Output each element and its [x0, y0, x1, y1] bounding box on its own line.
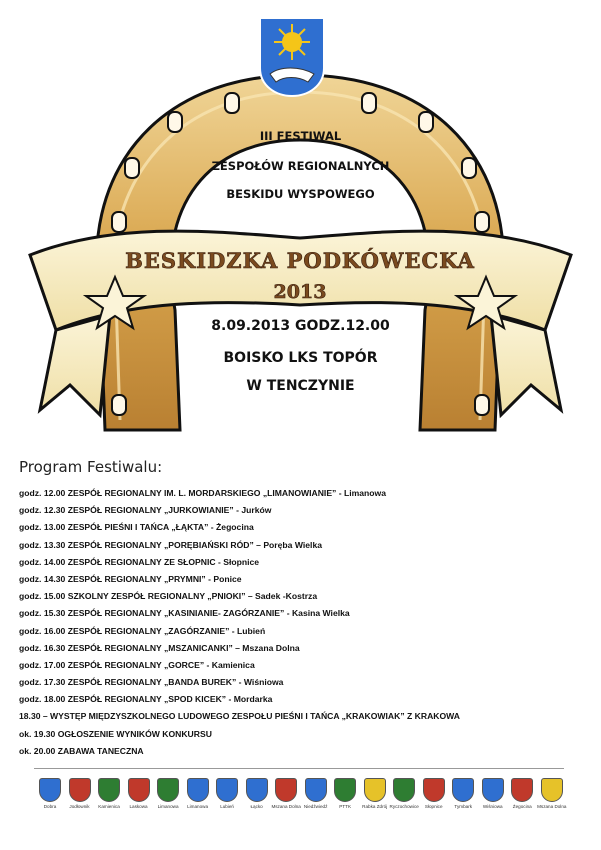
sponsor-label: Niedźwiedź: [303, 804, 328, 809]
program-item: godz. 17.00 ZESPÓŁ REGIONALNY „GORCE” - Kamienica: [19, 659, 255, 670]
program-item: godz. 16.00 ZESPÓŁ REGIONALNY „ZAGÓRZANIE” - Lubień: [19, 625, 266, 636]
crest-icon: [128, 778, 150, 802]
program-item: godz. 12.00 ZESPÓŁ REGIONALNY IM. L. MORDARSKIEGO „LIMANOWIANIE” - Limanowa: [19, 488, 387, 498]
sponsor-logo: [302, 778, 330, 828]
poster-year: 2013: [273, 281, 327, 303]
program-heading: Program Festiwalu:: [19, 458, 163, 476]
event-date-time: 8.09.2013 GODZ.12.00: [211, 318, 390, 334]
footer-divider: [34, 768, 564, 769]
program-item: godz. 14.00 ZESPÓŁ REGIONALNY ZE SŁOPNIC - Słopnice: [19, 556, 260, 567]
sponsor-label: Limanowa: [187, 804, 209, 809]
sponsor-label: Kamienica: [98, 804, 120, 809]
program-list: [19, 485, 460, 760]
sponsor-logos: [36, 778, 566, 828]
crest-icon: [98, 778, 120, 802]
sponsor-label: Mszana Dolna: [537, 804, 567, 809]
festival-line-2: ZESPOŁÓW REGIONALNYCH: [211, 159, 390, 173]
program-item: godz. 15.00 SZKOLNY ZESPÓŁ REGIONALNY „PNIOKI” – Sadek -Kostrza: [19, 591, 318, 602]
sponsor-logo: [361, 778, 389, 828]
event-town: W TENCZYNIE: [246, 378, 355, 394]
sponsor-label: Ryczochowice: [389, 804, 419, 809]
sponsor-logo: [184, 778, 212, 828]
sponsor-label: Łącko: [250, 804, 263, 809]
sponsor-label: Żegocina: [512, 804, 532, 809]
crest-icon: [275, 778, 297, 802]
sponsor-logo: [36, 778, 64, 828]
sponsor-label: Jodłownik: [69, 804, 90, 809]
crest-icon: [393, 778, 415, 802]
event-venue: BOISKO LKS TOPÓR: [223, 350, 378, 366]
crest-icon: [541, 778, 563, 802]
program-item: godz. 13.00 ZESPÓŁ PIEŚNI I TAŃCA „ŁĄKTA” - Żegocina: [19, 522, 254, 533]
program-item: ok. 19.30 OGŁOSZENIE WYNIKÓW KONKURSU: [19, 728, 212, 739]
sponsor-label: Mszana Dolna: [271, 804, 301, 809]
sponsor-logo: [331, 778, 359, 828]
sponsor-label: Limanowa: [157, 804, 179, 809]
program-item: godz. 13.30 ZESPÓŁ REGIONALNY „PORĘBIAŃSKI RÓD” – Poręba Wielka: [19, 539, 322, 550]
festival-line-3: BESKIDU WYSPOWEGO: [226, 187, 375, 201]
sponsor-label: Laskowa: [129, 804, 148, 809]
crest-icon: [216, 778, 238, 802]
festival-line-1: III FESTIWAL: [259, 129, 342, 143]
sponsor-label: Tymbark: [454, 804, 473, 809]
program-item: godz. 16.30 ZESPÓŁ REGIONALNY „MSZANICANKI” – Mszana Dolna: [19, 642, 300, 653]
crest-icon: [187, 778, 209, 802]
crest-icon: [39, 778, 61, 802]
sponsor-logo: [479, 778, 507, 828]
sponsor-logo: [243, 778, 271, 828]
sponsor-label: PTTK: [339, 804, 352, 809]
sponsor-logo: [213, 778, 241, 828]
sponsor-logo: [125, 778, 153, 828]
sponsor-logo: [538, 778, 566, 828]
sponsor-logo: [449, 778, 477, 828]
sponsor-label: Rabka Zdrój: [362, 804, 388, 809]
sponsor-logo: [508, 778, 536, 828]
crest-icon: [157, 778, 179, 802]
sponsor-label: Słopnice: [424, 804, 443, 809]
program-item: godz. 14.30 ZESPÓŁ REGIONALNY „PRYMNI” - Ponice: [19, 573, 242, 584]
crest-icon: [452, 778, 474, 802]
sponsor-logo: [272, 778, 300, 828]
crest-icon: [482, 778, 504, 802]
crest-icon: [511, 778, 533, 802]
sponsor-label: Lubień: [220, 804, 234, 809]
sponsor-logo: [66, 778, 94, 828]
program-item: 18.30 – WYSTĘP MIĘDZYSZKOLNEGO LUDOWEGO ZESPOŁU PIEŚNI I TAŃCA „KRAKOWIAK” Z KRAKOWA: [19, 711, 461, 722]
sponsor-label: Wiśniowa: [482, 804, 503, 809]
crest-icon: [364, 778, 386, 802]
sponsor-logo: [390, 778, 418, 828]
crest-icon: [246, 778, 268, 802]
crest-icon: [305, 778, 327, 802]
crest-icon: [423, 778, 445, 802]
program-item: ok. 20.00 ZABAWA TANECZNA: [19, 745, 144, 756]
sponsor-logo: [95, 778, 123, 828]
poster-title: BESKIDZKA PODKÓWECKA: [125, 248, 475, 273]
crest-icon: [334, 778, 356, 802]
sponsor-logo: [154, 778, 182, 828]
coat-of-arms-crest: [258, 16, 326, 98]
sponsor-label: Dobra: [43, 804, 57, 809]
crest-icon: [69, 778, 91, 802]
program-item: godz. 17.30 ZESPÓŁ REGIONALNY „BANDA BUREK” - Wiśniowa: [19, 677, 284, 688]
program-item: godz. 18.00 ZESPÓŁ REGIONALNY „SPOD KICEK” - Mordarka: [19, 694, 273, 705]
program-item: godz. 15.30 ZESPÓŁ REGIONALNY „KASINIANIE- ZAGÓRZANIE” - Kasina Wielka: [19, 608, 350, 619]
program-item: godz. 12.30 ZESPÓŁ REGIONALNY „JURKOWIANIE” - Jurków: [19, 505, 272, 516]
sponsor-logo: [420, 778, 448, 828]
